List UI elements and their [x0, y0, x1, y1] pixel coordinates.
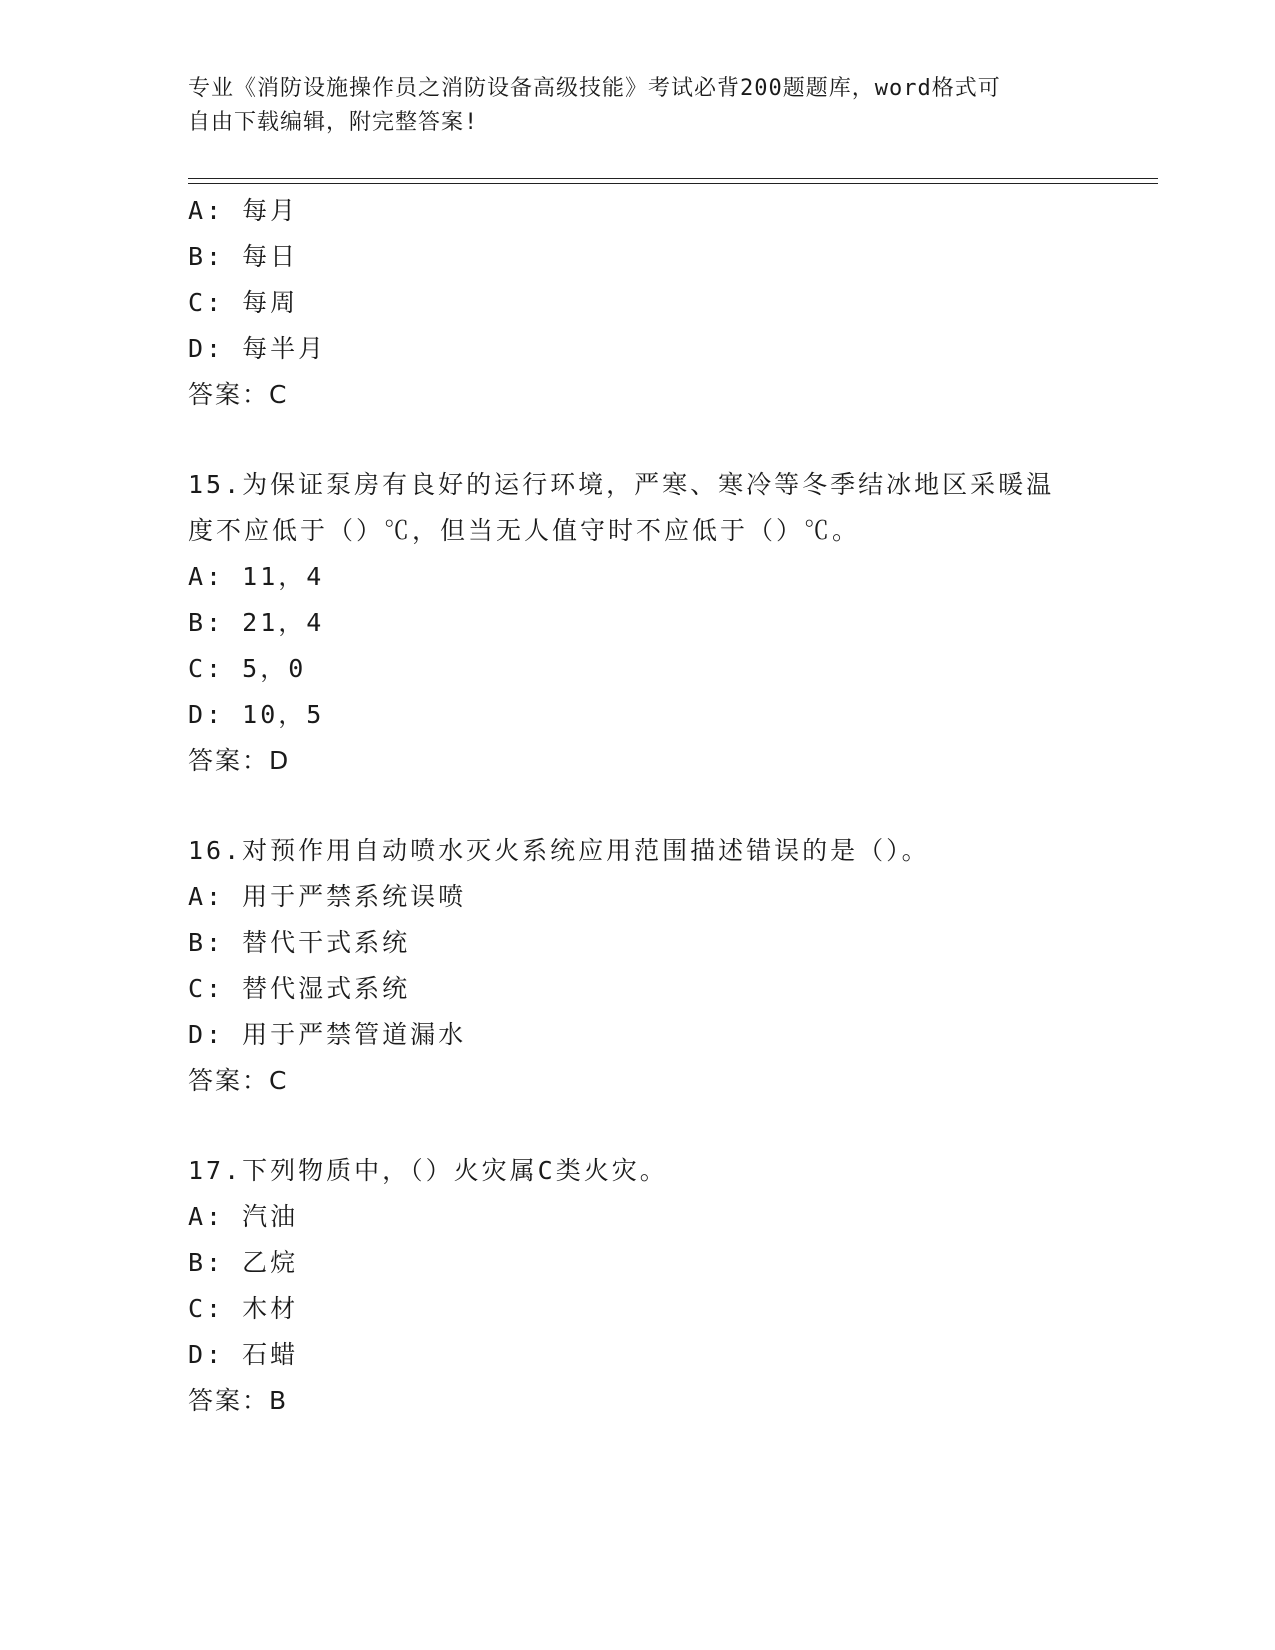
question-block-15 — [188, 462, 1088, 784]
option-b: B: 乙烷 — [188, 1248, 299, 1277]
answer-line: 答案：C — [188, 380, 289, 409]
option-d: D: 用于严禁管道漏水 — [188, 1020, 467, 1049]
option-d: D: 石蜡 — [188, 1340, 299, 1369]
header-divider-bottom — [188, 183, 1158, 184]
header-line-2: 自由下载编辑，附完整答案! — [188, 110, 479, 135]
answer-line: 答案：C — [188, 1066, 289, 1095]
question-stem: 17.下列物质中，（）火灾属C类火灾。 — [188, 1156, 668, 1185]
question-stem: 15.为保证泵房有良好的运行环境，严寒、寒冷等冬季结冰地区采暖温 — [188, 470, 1055, 499]
option-b: B: 21，4 — [188, 608, 325, 637]
option-c: C: 每周 — [188, 288, 299, 317]
option-a: A: 汽油 — [188, 1202, 299, 1231]
option-d: D: 10，5 — [188, 700, 325, 729]
option-b: B: 替代干式系统 — [188, 928, 411, 957]
option-c: C: 替代湿式系统 — [188, 974, 411, 1003]
question-stem-continued: 度不应低于（）℃，但当无人值守时不应低于（）℃。 — [188, 516, 861, 545]
question-block-16 — [188, 828, 1088, 1104]
answer-line: 答案：D — [188, 746, 291, 775]
option-c: C: 木材 — [188, 1294, 299, 1323]
option-c: C: 5，0 — [188, 654, 307, 683]
question-stem: 16.对预作用自动喷水灭火系统应用范围描述错误的是（）。 — [188, 836, 930, 865]
option-a: A: 用于严禁系统误喷 — [188, 882, 467, 911]
question-block-17 — [188, 1148, 1088, 1424]
option-d: D: 每半月 — [188, 334, 327, 363]
header-divider-top — [188, 178, 1158, 179]
option-a: A: 每月 — [188, 196, 299, 225]
option-a: A: 11，4 — [188, 562, 325, 591]
option-b: B: 每日 — [188, 242, 299, 271]
document-header — [188, 72, 1088, 140]
header-line-1: 专业《消防设施操作员之消防设备高级技能》考试必背200题题库，word格式可 — [188, 76, 1001, 101]
document-body — [188, 188, 1088, 1424]
question-block-14 — [188, 188, 1088, 418]
answer-line: 答案：B — [188, 1386, 289, 1415]
